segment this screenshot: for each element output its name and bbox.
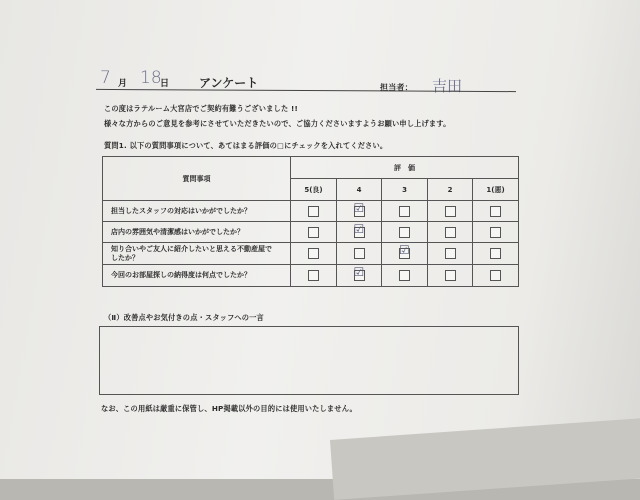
- scale-1: 1(悪): [473, 179, 519, 201]
- comment-textbox[interactable]: [99, 326, 519, 395]
- checkbox-checked[interactable]: [353, 200, 365, 217]
- scale-4: 4: [337, 179, 382, 201]
- checkbox[interactable]: [399, 206, 410, 217]
- question-text: [103, 243, 291, 265]
- day-handwritten: 18: [140, 68, 162, 88]
- checkbox[interactable]: [490, 206, 501, 217]
- checkbox[interactable]: [399, 270, 410, 281]
- checkbox[interactable]: [308, 270, 319, 281]
- question1-prompt: 質問1. 以下の質問事項について、あてはまる評価の□にチェックを入れてください。: [104, 141, 388, 150]
- checkbox-checked[interactable]: [353, 221, 365, 238]
- checkbox[interactable]: [354, 248, 365, 259]
- check-mark-icon: ☑: [353, 265, 365, 279]
- checkbox[interactable]: [308, 248, 319, 259]
- footer-note: なお、この用紙は厳重に保管し、HP掲載以外の目的には使用いたしません。: [101, 404, 357, 413]
- question-text: 今回のお部屋探しの納得度は何点でしたか？: [103, 265, 291, 287]
- check-mark-icon: ☑: [399, 243, 410, 257]
- day-unit: 日: [160, 79, 170, 89]
- checkbox-checked[interactable]: [353, 265, 365, 281]
- question-text: 店内の雰囲気や清潔感はいかがでしたか？: [103, 222, 291, 243]
- table-row: [103, 243, 519, 265]
- scale-2: 2: [428, 179, 473, 201]
- check-mark-icon: ☑: [353, 221, 365, 236]
- rating-table: [102, 156, 519, 287]
- checkbox[interactable]: [445, 227, 456, 238]
- checkbox[interactable]: [308, 227, 319, 238]
- check-mark-icon: ☑: [353, 200, 365, 215]
- table-row: [103, 201, 519, 222]
- question-text: 担当したスタッフの対応はいかがでしたか？: [103, 201, 291, 222]
- month-unit: 月: [118, 79, 128, 89]
- checkbox[interactable]: [445, 248, 456, 259]
- checkbox[interactable]: [490, 270, 501, 281]
- checkbox[interactable]: [308, 206, 319, 217]
- staff-name-handwritten: 吉田: [432, 77, 463, 95]
- checkbox[interactable]: [399, 227, 410, 238]
- intro-line-2: 様々な方からのご意見を参考にさせていただきたいので、ご協力くださいますようお願い申し上げます。: [104, 119, 451, 128]
- checkbox[interactable]: [445, 206, 456, 217]
- month-handwritten: 7: [100, 68, 111, 88]
- header-rating: 評 価: [291, 157, 519, 179]
- table-row: [103, 265, 519, 287]
- checkbox-checked[interactable]: [399, 243, 410, 259]
- scale-5: 5(良): [291, 179, 337, 201]
- survey-title: アンケート: [199, 76, 259, 90]
- checkbox[interactable]: [445, 270, 456, 281]
- checkbox[interactable]: [490, 227, 501, 238]
- intro-line-1: この度はラテルーム大宮店でご契約有難うございました !!: [104, 104, 298, 113]
- question-text-line-1: 知り合いやご友人に紹介したいと思える不動産屋で: [111, 244, 272, 253]
- question2-prompt: （Ⅱ）改善点やお気付きの点・スタッフへの一言: [104, 313, 264, 322]
- question-text-line-2: したか？: [111, 253, 139, 262]
- table-row: [103, 222, 519, 243]
- header-question: 質問事項: [103, 157, 291, 201]
- staff-label: 担当者：: [380, 83, 413, 92]
- scale-3: 3: [382, 179, 428, 201]
- checkbox[interactable]: [490, 248, 501, 259]
